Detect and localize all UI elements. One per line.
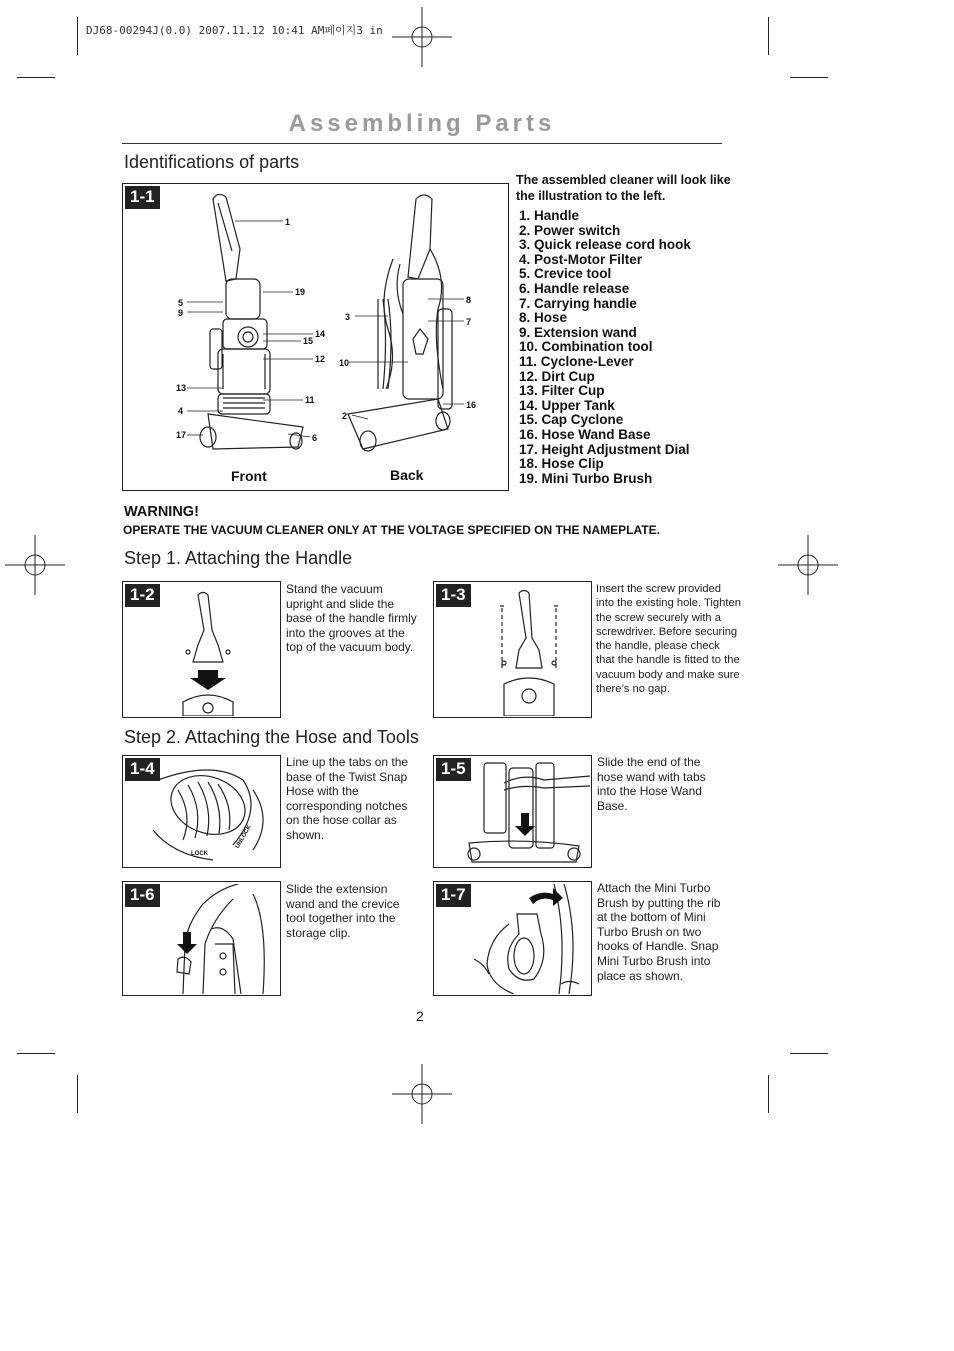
registration-mark (392, 7, 452, 67)
figure-tag: 1-1 (125, 186, 160, 209)
crop-mark (768, 17, 769, 55)
callout: 6 (312, 433, 318, 443)
lock-label: LOCK (191, 851, 208, 857)
registration-mark (392, 1064, 452, 1124)
list-item: 7. Carrying handle (519, 295, 637, 311)
list-item: 18. Hose Clip (519, 456, 604, 472)
callout: 19 (295, 287, 306, 297)
callout: 5 (178, 298, 184, 308)
callout: 17 (176, 430, 187, 440)
callout: 2 (342, 411, 348, 421)
identification-heading: Identifications of parts (124, 152, 300, 172)
crop-mark (790, 1053, 828, 1054)
figure-tag: 1-4 (125, 758, 160, 781)
callout: 16 (466, 400, 477, 410)
step2-fig-b-text: Slide the end of the hose wand with tabs into the Hose Wand Base. (597, 755, 706, 813)
list-item: 12. Dirt Cup (519, 368, 595, 384)
step1-heading: Step 1. Attaching the Handle (124, 548, 353, 568)
back-label: Back (390, 467, 424, 483)
figure-tag: 1-2 (125, 584, 160, 607)
unlock-label: UNLOCK (234, 824, 253, 850)
list-item: 1. Handle (519, 208, 580, 223)
callout: 11 (305, 395, 315, 405)
crop-mark (768, 1075, 769, 1113)
list-item: 11. Cyclone-Lever (519, 353, 634, 369)
figure-tag: 1-7 (436, 884, 471, 907)
callout: 8 (466, 295, 472, 305)
list-item: 16. Hose Wand Base (519, 426, 651, 442)
warning-text: OPERATE THE VACUUM CLEANER ONLY AT THE VOLTAGE SPECIFIED ON THE NAMEPLATE. (123, 523, 660, 537)
list-item: 6. Handle release (519, 280, 630, 296)
warning-title: WARNING! (124, 504, 199, 520)
figure-tag: 1-6 (125, 884, 160, 907)
print-header: DJ68-00294J(0.0) 2007.11.12 10:41 AM페이지3 in (86, 24, 383, 37)
storage-clip-illustration (163, 884, 279, 994)
list-item: 2. Power switch (519, 222, 621, 238)
list-item: 3. Quick release cord hook (519, 237, 691, 253)
crop-mark (77, 17, 78, 55)
crop-mark (17, 77, 55, 78)
step2-fig-d-text: Attach the Mini Turbo Brush by putting the rib at the bottom of Mini Turbo Brush on two hooks of Handle. Snap Mini Turbo Brush into place as shown. (597, 881, 721, 983)
identification-intro: The assembled cleaner will look like the illustration to the left. (516, 173, 731, 203)
crop-mark (17, 1053, 55, 1054)
handle-insert-illustration (178, 590, 238, 716)
callout: 9 (178, 308, 184, 318)
list-item: 15. Cap Cyclone (519, 412, 624, 428)
list-item: 5. Crevice tool (519, 266, 612, 282)
list-item: 10. Combination tool (519, 339, 653, 355)
hose-collar-illustration (153, 760, 279, 864)
figure-1-2 (122, 581, 281, 718)
callout: 1 (285, 217, 291, 227)
list-item: 19. Mini Turbo Brush (519, 470, 653, 486)
callout: 10 (339, 358, 350, 368)
callout: 14 (315, 329, 326, 339)
figure-1-1 (122, 183, 509, 491)
registration-mark (5, 535, 65, 595)
callout: 13 (176, 383, 187, 393)
step2-fig-c-text: Slide the extension wand and the crevice tool together into the storage clip. (286, 882, 400, 940)
figure-1-3 (433, 581, 592, 718)
step2-fig-a-text: Line up the tabs on the base of the Twist Snap Hose with the corresponding notches on the hose collar as shown. (286, 755, 409, 842)
step1-fig-a-text: Stand the vacuum upright and slide the base of the handle firmly into the grooves at the top of the vacuum body. (286, 582, 417, 655)
callout: 4 (178, 406, 184, 416)
crop-mark (790, 77, 828, 78)
front-label: Front (231, 468, 267, 484)
page-title: Assembling Parts (288, 110, 556, 137)
parts-list (519, 209, 691, 486)
step1-fig-b-text: Insert the screw provided into the existing hole. Tighten the screw securely with a screwdriver. Before securing the handle, please check that the handle is fitted to the vacuum body and make sure there’s no gap. (596, 583, 741, 696)
callout: 15 (303, 336, 314, 346)
figure-1-7 (433, 881, 592, 996)
figure-1-4 (122, 755, 281, 868)
page-number: 2 (416, 1008, 424, 1024)
figure-1-6 (122, 881, 281, 996)
callout: 7 (466, 317, 472, 327)
figure-tag: 1-3 (436, 584, 471, 607)
step2-heading: Step 2. Attaching the Hose and Tools (124, 727, 419, 747)
crop-mark (77, 1075, 78, 1113)
list-item: 4. Post-Motor Filter (519, 251, 643, 267)
hose-wand-base-illustration (464, 758, 590, 866)
list-item: 14. Upper Tank (519, 397, 615, 413)
figure-1-5 (433, 755, 592, 868)
list-item: 8. Hose (519, 310, 568, 326)
list-item: 9. Extension wand (519, 324, 637, 340)
callout: 12 (315, 354, 326, 364)
handle-screw-illustration (494, 588, 564, 716)
mini-turbo-brush-illustration (469, 884, 590, 994)
callout-leader-lines (123, 184, 508, 490)
list-item: 13. Filter Cup (519, 383, 605, 399)
title-rule (122, 143, 722, 144)
figure-tag: 1-5 (436, 758, 471, 781)
callout: 3 (345, 312, 351, 322)
list-item: 17. Height Adjustment Dial (519, 441, 690, 457)
registration-mark (778, 535, 838, 595)
